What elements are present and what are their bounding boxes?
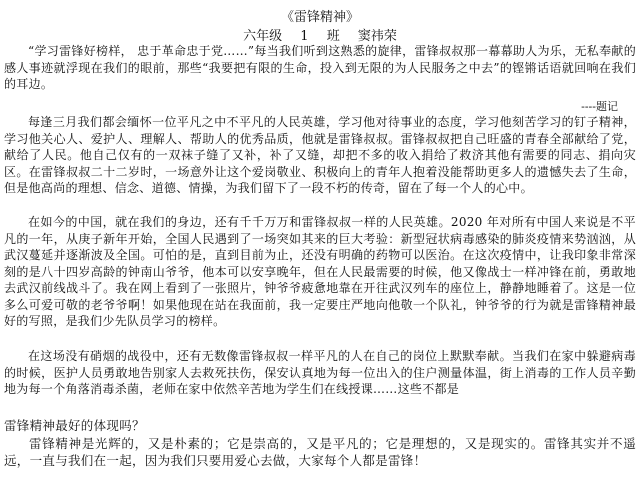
question-line: 雷锋精神最好的体现吗？ [4,418,145,433]
body-paragraph-3: 在这场没有硝烟的战役中，还有无数像雷锋叔叔一样平凡的人在自己的岗位上默默奉献。当我们在家中躲避病毒的时候，医护人员勇敢地告别家人去救死扶伤，保安认真地为每一位出入的住户测量体温，街上消毒的工作人员辛勤地为每一个角落消毒杀菌，老师在家中依然辛苦地为学生们在线授课……这些不都是 [4,349,636,396]
epigraph-signature: ----题记 [581,100,618,113]
document-title: 《雷锋精神》 [280,10,359,25]
body-paragraph-2: 在如今的中国，就在我们的身边，还有千千万万和雷锋叔叔一样的人民英雄。2020 年对所有中国人来说是不平凡的一年，从庚子新年开始，全国人民遇到了一场突如其来的巨大考验：新型冠状病毒感染的肺炎疫情来势汹汹，从武汉蔓延并逐渐波及全国。可怕的是，直到目前为止，还没有明确的药物可以医治。在这次疫情中，让我印象非常深刻的是八十四岁高龄的钟南山爷爷，他本可以安享晚年，但在人民最需要的时候，他又像战士一样冲锋在前，勇敢地去武汉前线战斗了。我在网上看到了一张照片，钟爷爷疲惫地靠在开往武汉列车的座位上，静静地睡着了。这是一位多么可爱可敬的老爷爷啊！如果他现在站在我面前，我一定要庄严地向他敬一个队礼，钟爷爷的行为就是雷锋精神最好的写照，是我们少先队员学习的榜样。 [4,215,636,328]
closing-paragraph: 雷锋精神是光辉的，又是朴素的；它是崇高的，又是平凡的；它是理想的，又是现实的。雷锋其实并不遥远，一直与我们在一起，因为我们只要用爱心去做，大家每个人都是雷锋！ [4,436,636,468]
intro-quote-paragraph: “学习雷锋好榜样， 忠于革命忠于党……”每当我们听到这熟悉的旋律，雷锋叔叔那一幕幕助人为乐，无私奉献的感人事迹就浮现在我们的眼前，那些“我要把有限的生命，投入到无限的为人民服务之中去”的铿锵话语就回响在我们的耳边。 [4,44,636,91]
author-byline: 六年级 1 班 窦祎荣 [243,29,397,44]
body-paragraph-1: 每逢三月我们都会缅怀一位平凡之中不平凡的人民英雄，学习他对待事业的态度，学习他刻苦学习的钉子精神，学习他关心人、爱护人、理解人、帮助人的优秀品质，他就是雷锋叔叔。雷锋叔叔把自己旺盛的青春全部献给了党，献给了人民。他自己仅有的一双袜子缝了又补，补了又缝，却把不多的收入捐给了救济其他有需要的同志、捐向灾区。在雷锋叔叔二十二岁时，一场意外让这个爱岗敬业、积极向上的青年人抱着没能帮助更多人的遗憾失去了生命，但是他高尚的理想、信念、道德、情操，为我们留下了一段不朽的传奇，留在了每一个人的心中。 [4,115,636,195]
